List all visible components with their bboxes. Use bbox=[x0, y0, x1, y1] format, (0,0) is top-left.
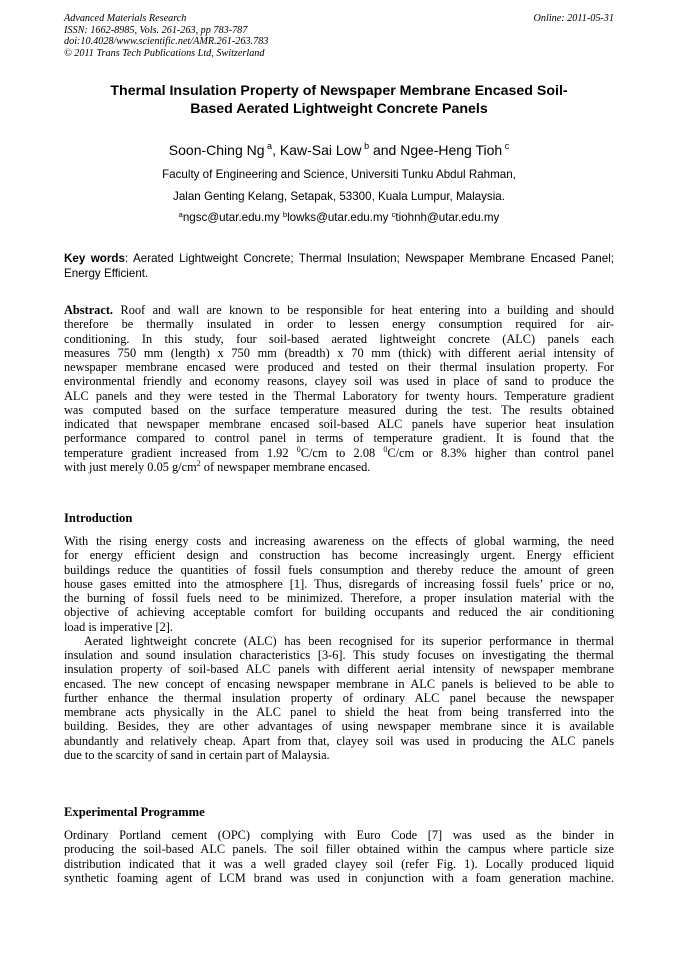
author-affil-mark: b bbox=[364, 141, 370, 151]
author-affil-mark: a bbox=[267, 141, 273, 151]
affiliation-line-2: Jalan Genting Kelang, Setapak, 53300, Kuala Lumpur, Malaysia. bbox=[173, 190, 505, 203]
paragraph-line: Aerated lightweight concrete (ALC) has been recognised for its superior performance in thermal bbox=[84, 633, 614, 648]
paragraph-line: distribution indicated that it was a well graded clayey soil (refer Fig. 1). Locally produced liquid bbox=[64, 856, 614, 871]
abstract-line: indicated that newspaper membrane encased soil-based ALC panels have superior heat insulation bbox=[64, 417, 614, 431]
paragraph-line: producing the soil-based ALC panels. The soil filler obtained within the campus where particle size bbox=[64, 842, 614, 857]
paragraph-line: insulation property of soil-based ALC panels with different aerial intensity of newspaper membrane bbox=[64, 662, 614, 677]
online-date: Online: 2011-05-31 bbox=[533, 13, 614, 24]
journal-header bbox=[64, 13, 614, 59]
section-heading-experimental: Experimental Programme bbox=[64, 805, 205, 819]
email-link[interactable]: ngsc@utar.edu.my bbox=[182, 211, 283, 224]
author-name: Soon-Ching Ng bbox=[168, 142, 265, 158]
abstract-line: conditioning. In this study, four soil-based aerated lightweight concrete (ALC) panels each bbox=[64, 331, 614, 346]
journal-name: Advanced Materials Research bbox=[64, 13, 187, 24]
paragraph-line: synthetic foaming agent of LCM brand was used in conjunction with a foam generation machine. bbox=[64, 870, 614, 885]
title-line-1: Thermal Insulation Property of Newspaper Membrane Encased Soil- bbox=[110, 83, 568, 99]
email-link[interactable]: lowks@utar.edu.my bbox=[287, 211, 392, 224]
abstract-line: therefore be thermally insulated in order to lessen energy consumption required for air- bbox=[64, 317, 614, 332]
paragraph-line: the burning of fossil fuels need to be minimized. Therefore, a proper insulation material with the bbox=[64, 591, 614, 605]
paragraph-line: buildings reduce the quantities of fossil fuels consumption and thereby reduce the amount of green bbox=[64, 562, 614, 577]
author-separator: and bbox=[369, 142, 401, 158]
keywords-label: Key words bbox=[64, 252, 125, 265]
author-name: Ngee-Heng Tioh bbox=[400, 142, 503, 158]
abstract-line: ALC panels and they were tested in the Thermal Laboratory for twenty hours. Temperature gradient bbox=[64, 388, 614, 403]
author-list bbox=[64, 142, 614, 159]
email-mark: b bbox=[282, 210, 288, 219]
abstract-label: Abstract. bbox=[64, 303, 114, 317]
abstract bbox=[64, 303, 614, 474]
abstract-line: measures 750 mm (length) x 750 mm (breadth) x 70 mm (thick) with different aerial intensity of bbox=[64, 345, 614, 360]
paragraph-line: further enhance the thermal insulation property of ordinary ALC panel because the newspaper bbox=[64, 690, 614, 705]
abstract-line: newspaper membrane encased were produced and tested on their thermal insulation property. For bbox=[64, 360, 614, 374]
author-affil-mark: c bbox=[504, 141, 510, 151]
paragraph-line: for energy efficient design and construction has become increasingly urgent. Energy efficient bbox=[64, 548, 614, 563]
author-emails bbox=[64, 211, 614, 225]
paragraph-line: membrane acts physically in the ALC panel to shield the heat from being transferred into the bbox=[64, 705, 614, 719]
paper-title bbox=[64, 83, 614, 118]
introduction-body bbox=[64, 534, 614, 762]
abstract-line: performance compared to control panel in terms of temperature gradient. It is found that the bbox=[64, 431, 614, 446]
journal-issn: ISSN: 1662-8985, Vols. 261-263, pp 783-787 bbox=[64, 24, 248, 36]
paragraph-line: With the rising energy costs and increasing awareness on the effects of global warming, the need bbox=[64, 534, 614, 548]
experimental-body bbox=[64, 828, 614, 885]
journal-copyright: © 2011 Trans Tech Publications Ltd, Switzerland bbox=[64, 47, 265, 59]
abstract-line: environmental friendly and economy reasons, clayey soil was used in place of sand to produce the bbox=[64, 374, 614, 389]
journal-doi: doi:10.4028/www.scientific.net/AMR.261-263.783 bbox=[64, 36, 269, 48]
paragraph-line: objective of achieving acceptable comfort for building occupants and reduced the air conditioning bbox=[64, 605, 614, 620]
email-link[interactable]: tiohnh@utar.edu.my bbox=[395, 211, 500, 224]
author-name: Kaw-Sai Low bbox=[279, 142, 362, 158]
title-line-2: Based Aerated Lightweight Concrete Panels bbox=[190, 100, 488, 117]
paragraph-line: abundantly and relatively cheap. Apart from that, clayey soil was used in producing the ALC panels bbox=[64, 733, 614, 748]
email-mark: c bbox=[391, 210, 396, 219]
section-heading-introduction: Introduction bbox=[64, 511, 133, 525]
abstract-line: Abstract. Roof and wall are known to be responsible for heat entering into a building and should bbox=[64, 303, 614, 317]
paragraph-line: Ordinary Portland cement (OPC) complying with Euro Code [7] was used as the binder in bbox=[64, 828, 614, 842]
paragraph-line: load is imperative [2]. bbox=[64, 619, 174, 634]
author-separator: , bbox=[272, 142, 280, 158]
paragraph-line: insulation and sound insulation characteristics [3-6]. This study focuses on investigating the thermal bbox=[64, 648, 614, 662]
keywords-text: : Aerated Lightweight Concrete; Thermal Insulation; Newspaper Membrane Encased Panel; Energy Efficient. bbox=[64, 252, 614, 280]
affiliation-line-1: Faculty of Engineering and Science, Universiti Tunku Abdul Rahman, bbox=[162, 168, 516, 181]
keywords bbox=[64, 252, 614, 281]
abstract-line: with just merely 0.05 $g/cm^2$ of newspaper membrane encased. bbox=[64, 458, 371, 474]
paragraph-line: building. Besides, they are other advantages of using newspaper membrane since it is available bbox=[64, 719, 614, 734]
paragraph-line: house gases emitted into the atmosphere [1]. Thus, disregards of increasing fossil fuels’ price or no, bbox=[64, 576, 614, 591]
paragraph-line: encased. The new concept of encasing newspaper membrane in ALC panels is believed to be able to bbox=[64, 676, 614, 691]
abstract-line: temperature gradient increased from 1.92 $^0$C/cm to 2.08 $^0$C/cm or 8.3% higher than control panel bbox=[64, 444, 614, 460]
email-mark: a bbox=[178, 210, 183, 219]
abstract-line: was computed based on the surface temperature measured during the test. The results obtained bbox=[64, 402, 614, 417]
paragraph-line: due to the scarcity of sand in certain part of Malaysia. bbox=[64, 747, 330, 762]
